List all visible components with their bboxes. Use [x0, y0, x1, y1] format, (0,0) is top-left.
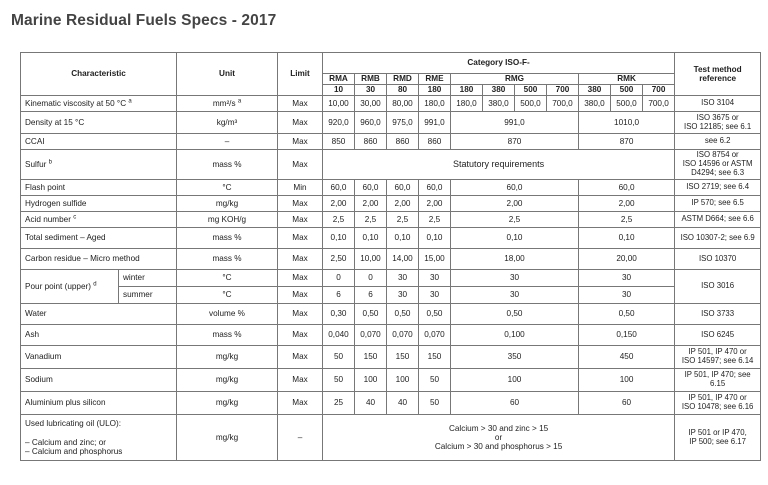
value-cell: 2,5 [419, 212, 451, 228]
rmk-value-cell: 30 [579, 287, 675, 304]
rmk-value-cell: 2,5 [579, 212, 675, 228]
method-cell: IP 501, IP 470; see 6.15 [675, 369, 761, 392]
col-header-limit: Limit [278, 53, 323, 96]
value-cell: 975,0 [387, 112, 419, 134]
value-cell: 50 [323, 369, 355, 392]
grade-cell: 180 [451, 85, 483, 96]
row-label: Density at 15 °C [21, 112, 177, 134]
group-rmk: RMK [579, 74, 675, 85]
row-label: Vanadium [21, 346, 177, 369]
value-cell: 991,0 [419, 112, 451, 134]
grade-cell: 180 [419, 85, 451, 96]
rmg-value-cell: 991,0 [451, 112, 579, 134]
group-rmb: RMB [355, 74, 387, 85]
row-aluminium-silicon [21, 392, 761, 415]
limit-cell: Max [278, 112, 323, 134]
row-label: CCAI [21, 134, 177, 150]
method-cell: see 6.2 [675, 134, 761, 150]
value-cell: 860 [419, 134, 451, 150]
value-cell: 0 [323, 270, 355, 287]
rmg-value-cell: 60 [451, 392, 579, 415]
limit-cell: Max [278, 287, 323, 304]
value-cell: 920,0 [323, 112, 355, 134]
value-cell: 850 [323, 134, 355, 150]
row-ccai [21, 134, 761, 150]
sub-label: winter [119, 270, 177, 287]
grade-cell: 700 [547, 85, 579, 96]
row-label: Used lubricating oil (ULO): – Calcium and zinc; or – Calcium and phosphorus [21, 415, 177, 461]
group-rmd: RMD [387, 74, 419, 85]
value-cell: 0,070 [419, 325, 451, 346]
value-cell: 700,0 [643, 96, 675, 112]
value-cell: 2,5 [355, 212, 387, 228]
value-cell: 150 [419, 346, 451, 369]
method-cell: ISO 2719; see 6.4 [675, 180, 761, 196]
row-viscosity [21, 96, 761, 112]
value-cell: 6 [355, 287, 387, 304]
value-cell: 50 [419, 369, 451, 392]
limit-cell: – [278, 415, 323, 461]
rmg-value-cell: 18,00 [451, 249, 579, 270]
value-cell: 80,00 [387, 96, 419, 112]
rmg-value-cell: 2,5 [451, 212, 579, 228]
value-cell: 30 [387, 270, 419, 287]
method-cell: ISO 3016 [675, 270, 761, 304]
value-cell: 0,30 [323, 304, 355, 325]
unit-cell: mass % [177, 228, 278, 249]
value-cell: 180,0 [419, 96, 451, 112]
limit-cell: Max [278, 134, 323, 150]
method-cell: ISO 6245 [675, 325, 761, 346]
row-carbon-residue [21, 249, 761, 270]
value-cell: 150 [387, 346, 419, 369]
value-cell: 30 [419, 270, 451, 287]
value-cell: 10,00 [355, 249, 387, 270]
row-label: Aluminium plus silicon [21, 392, 177, 415]
group-rme: RME [419, 74, 451, 85]
rmg-value-cell: 30 [451, 270, 579, 287]
value-cell: 30,00 [355, 96, 387, 112]
limit-cell: Max [278, 196, 323, 212]
rmg-value-cell: 100 [451, 369, 579, 392]
grade-cell: 500 [611, 85, 643, 96]
value-cell: 60,0 [387, 180, 419, 196]
unit-cell: °C [177, 270, 278, 287]
value-cell: 100 [387, 369, 419, 392]
value-cell: 0 [355, 270, 387, 287]
unit-cell: mg/kg [177, 369, 278, 392]
value-cell: 50 [419, 392, 451, 415]
value-cell: 0,070 [387, 325, 419, 346]
unit-cell: mass % [177, 249, 278, 270]
row-label: Water [21, 304, 177, 325]
rmk-value-cell: 0,150 [579, 325, 675, 346]
row-label: Sodium [21, 369, 177, 392]
grade-cell: 10 [323, 85, 355, 96]
col-header-category: Category ISO-F- [323, 53, 675, 74]
col-header-unit: Unit [177, 53, 278, 96]
rmg-value-cell: 350 [451, 346, 579, 369]
unit-cell: mg/kg [177, 392, 278, 415]
row-label: Hydrogen sulfide [21, 196, 177, 212]
value-cell: 100 [355, 369, 387, 392]
value-cell: 2,00 [355, 196, 387, 212]
method-cell: ISO 3733 [675, 304, 761, 325]
limit-cell: Max [278, 150, 323, 180]
value-cell: 0,10 [387, 228, 419, 249]
unit-cell: mass % [177, 325, 278, 346]
rmg-value-cell: 0,10 [451, 228, 579, 249]
rmk-value-cell: 2,00 [579, 196, 675, 212]
limit-cell: Max [278, 392, 323, 415]
rmg-value-cell: 0,100 [451, 325, 579, 346]
value-cell: 380,0 [483, 96, 515, 112]
sulfur-value-cell: Statutory requirements [323, 150, 675, 180]
row-label: Acid number $^c$ [21, 212, 177, 228]
value-cell: 0,10 [355, 228, 387, 249]
row-water [21, 304, 761, 325]
value-cell: 30 [419, 287, 451, 304]
group-rma: RMA [323, 74, 355, 85]
rmk-value-cell: 30 [579, 270, 675, 287]
value-cell: 2,5 [323, 212, 355, 228]
unit-cell: kg/m³ [177, 112, 278, 134]
group-rmg: RMG [451, 74, 579, 85]
unit-cell: mg/kg [177, 196, 278, 212]
row-label: Sulfur $^b$ [21, 150, 177, 180]
page-title: Marine Residual Fuels Specs - 2017 [11, 12, 277, 29]
row-vanadium [21, 346, 761, 369]
row-sodium [21, 369, 761, 392]
method-cell: ISO 3104 [675, 96, 761, 112]
value-cell: 60,0 [323, 180, 355, 196]
value-cell: 0,50 [355, 304, 387, 325]
unit-cell: mg/kg [177, 346, 278, 369]
header-row [21, 53, 761, 74]
value-cell: 180,0 [451, 96, 483, 112]
limit-cell: Max [278, 270, 323, 287]
row-hydrogen-sulfide [21, 196, 761, 212]
value-cell: 500,0 [611, 96, 643, 112]
value-cell: 380,0 [579, 96, 611, 112]
value-cell: 10,00 [323, 96, 355, 112]
grade-cell: 30 [355, 85, 387, 96]
method-cell: IP 570; see 6.5 [675, 196, 761, 212]
value-cell: 2,00 [419, 196, 451, 212]
limit-cell: Max [278, 228, 323, 249]
row-used-lubricating-oil [21, 415, 761, 461]
unit-cell: mg KOH/g [177, 212, 278, 228]
value-cell: 0,040 [323, 325, 355, 346]
value-cell: 2,00 [387, 196, 419, 212]
rmk-value-cell: 0,10 [579, 228, 675, 249]
grade-cell: 700 [643, 85, 675, 96]
rmk-value-cell: 20,00 [579, 249, 675, 270]
unit-cell: °C [177, 287, 278, 304]
col-header-characteristic: Characteristic [21, 53, 177, 96]
value-cell: 700,0 [547, 96, 579, 112]
row-label: Flash point [21, 180, 177, 196]
unit-cell: mg/kg [177, 415, 278, 461]
spec-table [20, 52, 761, 461]
value-cell: 15,00 [419, 249, 451, 270]
method-cell: ISO 10307-2; see 6.9 [675, 228, 761, 249]
value-cell: 0,10 [323, 228, 355, 249]
rmk-value-cell: 1010,0 [579, 112, 675, 134]
unit-cell: mass % [177, 150, 278, 180]
rmk-value-cell: 100 [579, 369, 675, 392]
value-cell: 6 [323, 287, 355, 304]
rmg-value-cell: 60,0 [451, 180, 579, 196]
row-acid-number [21, 212, 761, 228]
method-cell: IP 501, IP 470 or ISO 10478; see 6.16 [675, 392, 761, 415]
row-label: Ash [21, 325, 177, 346]
limit-cell: Min [278, 180, 323, 196]
rmk-value-cell: 60,0 [579, 180, 675, 196]
rmk-value-cell: 450 [579, 346, 675, 369]
row-sulfur [21, 150, 761, 180]
value-cell: 40 [387, 392, 419, 415]
grade-cell: 80 [387, 85, 419, 96]
grade-cell: 380 [579, 85, 611, 96]
row-pour-point-winter [21, 270, 761, 287]
value-cell: 25 [323, 392, 355, 415]
row-flash-point [21, 180, 761, 196]
value-cell: 150 [355, 346, 387, 369]
row-label: Pour point (upper) $^d$ [21, 270, 119, 304]
unit-cell: – [177, 134, 278, 150]
method-cell: ISO 8754 or ISO 14596 or ASTM D4294; see 6.3 [675, 150, 761, 180]
value-cell: 860 [387, 134, 419, 150]
rmg-value-cell: 0,50 [451, 304, 579, 325]
rmg-value-cell: 30 [451, 287, 579, 304]
sub-label: summer [119, 287, 177, 304]
col-header-test-method: Test method reference [675, 53, 761, 96]
limit-cell: Max [278, 249, 323, 270]
row-label: Carbon residue – Micro method [21, 249, 177, 270]
method-cell: IP 501 or IP 470, IP 500; see 6.17 [675, 415, 761, 461]
value-cell: 2,50 [323, 249, 355, 270]
value-cell: 60,0 [355, 180, 387, 196]
value-cell: 2,00 [323, 196, 355, 212]
rmk-value-cell: 0,50 [579, 304, 675, 325]
row-density [21, 112, 761, 134]
limit-cell: Max [278, 369, 323, 392]
row-pour-point-summer [21, 287, 761, 304]
limit-cell: Max [278, 325, 323, 346]
unit-cell: volume % [177, 304, 278, 325]
value-cell: 50 [323, 346, 355, 369]
method-cell: ISO 3675 or ISO 12185; see 6.1 [675, 112, 761, 134]
value-cell: 500,0 [515, 96, 547, 112]
unit-cell: mm²/s $^a$ [177, 96, 278, 112]
rmk-value-cell: 870 [579, 134, 675, 150]
rmg-value-cell: 870 [451, 134, 579, 150]
limit-cell: Max [278, 96, 323, 112]
value-cell: 60,0 [419, 180, 451, 196]
limit-cell: Max [278, 212, 323, 228]
value-cell: 30 [387, 287, 419, 304]
value-cell: 14,00 [387, 249, 419, 270]
ulo-value-cell: Calcium > 30 and zinc > 15 or Calcium > 30 and phosphorus > 15 [323, 415, 675, 461]
value-cell: 0,10 [419, 228, 451, 249]
value-cell: 0,070 [355, 325, 387, 346]
value-cell: 2,5 [387, 212, 419, 228]
row-label: Kinematic viscosity at 50 °C $^a$ [21, 96, 177, 112]
limit-cell: Max [278, 304, 323, 325]
value-cell: 0,50 [387, 304, 419, 325]
value-cell: 0,50 [419, 304, 451, 325]
row-total-sediment [21, 228, 761, 249]
row-ash [21, 325, 761, 346]
rmk-value-cell: 60 [579, 392, 675, 415]
value-cell: 40 [355, 392, 387, 415]
grade-cell: 380 [483, 85, 515, 96]
limit-cell: Max [278, 346, 323, 369]
method-cell: ISO 10370 [675, 249, 761, 270]
method-cell: IP 501, IP 470 or ISO 14597; see 6.14 [675, 346, 761, 369]
value-cell: 960,0 [355, 112, 387, 134]
row-label: Total sediment – Aged [21, 228, 177, 249]
method-cell: ASTM D664; see 6.6 [675, 212, 761, 228]
value-cell: 860 [355, 134, 387, 150]
unit-cell: °C [177, 180, 278, 196]
rmg-value-cell: 2,00 [451, 196, 579, 212]
grade-cell: 500 [515, 85, 547, 96]
